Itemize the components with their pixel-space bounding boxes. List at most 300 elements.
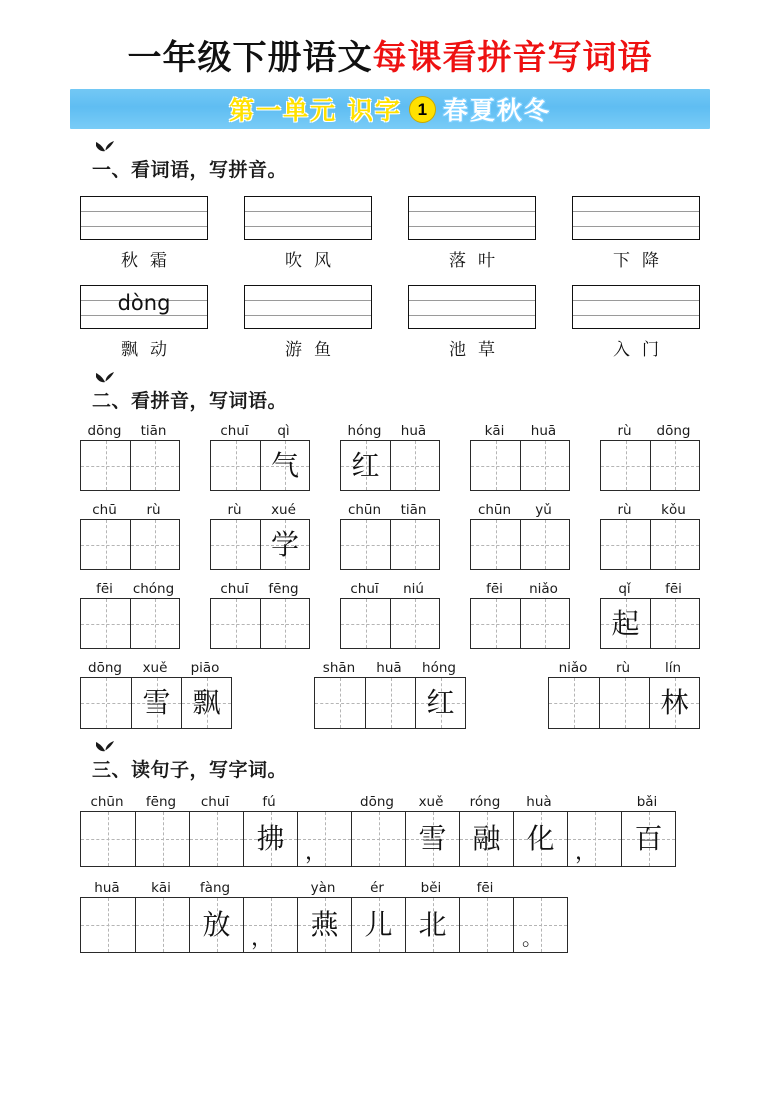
tianzige-cell[interactable]: [81, 599, 130, 648]
tianzige-cell[interactable]: [130, 520, 179, 569]
pinyin-hint: huā: [94, 880, 120, 896]
tianzige-cell[interactable]: [135, 812, 189, 866]
tianzige-cell[interactable]: [135, 898, 189, 952]
word-group: [80, 423, 180, 491]
pinyin-hint: niǎo: [558, 660, 588, 676]
tianzige-cell[interactable]: [621, 812, 675, 866]
answer-character: 儿: [364, 908, 393, 941]
guide-line: [573, 226, 699, 227]
pinyin-hint: fēi: [665, 581, 682, 597]
pinyin-hint: [566, 794, 620, 810]
tianzige-group[interactable]: [80, 897, 568, 953]
pinyin-hint: hóng: [347, 423, 382, 439]
pinyin-item[interactable]: [408, 196, 536, 271]
pinyin-hint: xuě: [418, 794, 444, 810]
tianzige-cell[interactable]: [189, 812, 243, 866]
unit-banner: [70, 89, 710, 129]
tianzige-cell[interactable]: [520, 520, 569, 569]
tianzige-cell[interactable]: [649, 678, 699, 728]
pinyin-hint: kāi: [484, 423, 505, 439]
guide-line: [81, 211, 207, 212]
pinyin-item[interactable]: [80, 285, 208, 360]
tianzige-cell[interactable]: [243, 812, 297, 866]
pinyin-hint-row: [340, 581, 440, 597]
tianzige-group[interactable]: [548, 677, 700, 729]
tianzige-group[interactable]: [210, 598, 310, 649]
pinyin-hint-row: [600, 502, 700, 518]
pinyin-hint: [296, 794, 350, 810]
answer-character: [131, 599, 179, 648]
answer-character: [521, 441, 569, 490]
pinyin-item[interactable]: [572, 196, 700, 271]
guide-line: [573, 211, 699, 212]
answer-character: 飘: [192, 686, 221, 719]
answer-character: 雪: [142, 686, 171, 719]
pinyin-hint: kāi: [151, 880, 171, 896]
pinyin-hint-row: [80, 502, 180, 518]
pinyin-hint: qǐ: [618, 581, 631, 597]
word-group: [600, 581, 700, 649]
pinyin-hint: chuī: [220, 581, 249, 597]
answer-character: [601, 520, 650, 569]
pinyin-hint: ér: [370, 880, 384, 896]
answer-character: [131, 441, 179, 490]
pinyin-hint: chuī: [220, 423, 249, 439]
pinyin-hint: chuī: [350, 581, 379, 597]
tianzige-cell[interactable]: [520, 599, 569, 648]
banner-lesson-title: 春夏秋冬: [442, 96, 551, 125]
tianzige-cell[interactable]: [341, 520, 390, 569]
pinyin-hint: chóng: [132, 581, 175, 597]
tianzige-cell[interactable]: [181, 678, 231, 728]
guide-line: [409, 211, 535, 212]
four-line-box[interactable]: [80, 196, 208, 240]
tianzige-cell[interactable]: [405, 898, 459, 952]
tianzige-group[interactable]: [340, 519, 440, 570]
sentence-row: [80, 880, 700, 953]
pinyin-hint: fēi: [96, 581, 113, 597]
pinyin-hint: chūn: [347, 502, 382, 518]
tianzige-cell[interactable]: [130, 441, 179, 490]
four-line-box[interactable]: [572, 285, 700, 329]
pinyin-hint: yǔ: [535, 502, 552, 518]
answer-character: 。: [522, 926, 542, 950]
answer-character: 放: [202, 908, 231, 941]
tianzige-cell[interactable]: [599, 678, 649, 728]
answer-character: 化: [526, 822, 555, 855]
tianzige-group[interactable]: [210, 440, 310, 491]
answer-character: [600, 678, 649, 728]
answer-character: [549, 678, 599, 728]
pinyin-hint: rù: [617, 502, 632, 518]
answer-character: [136, 812, 189, 866]
word-group: [340, 423, 440, 491]
pinyin-hint-row: [80, 581, 180, 597]
tianzige-cell[interactable]: [211, 441, 260, 490]
answer-character: 百: [634, 822, 663, 855]
section-2-heading-text: 二、看拼音，写词语。: [92, 390, 288, 412]
pinyin-hint: piāo: [190, 660, 220, 676]
answer-character: [341, 599, 390, 648]
tianzige-cell[interactable]: [549, 678, 599, 728]
guide-line: [573, 315, 699, 316]
banner-unit-text: 第一单元 识字: [229, 96, 402, 125]
pinyin-hint: fēi: [486, 581, 503, 597]
four-line-box[interactable]: [408, 285, 536, 329]
word-group: [340, 502, 440, 570]
word-group: [340, 581, 440, 649]
word-group: [470, 581, 570, 649]
word-group: [470, 502, 570, 570]
word-group: [548, 660, 700, 729]
answer-character: ，: [251, 926, 274, 951]
pinyin-hint: shān: [322, 660, 356, 676]
answer-character: [521, 520, 569, 569]
answer-character: [315, 678, 365, 728]
pinyin-hint: fàng: [199, 880, 231, 896]
word-label: 飘动: [121, 340, 179, 360]
answer-character: 融: [472, 822, 501, 855]
tianzige-group[interactable]: [314, 677, 466, 729]
pinyin-row: [80, 196, 700, 271]
pinyin-hint-row: [470, 581, 570, 597]
tianzige-cell[interactable]: [650, 520, 699, 569]
pinyin-hint-row: [314, 660, 466, 676]
word-label: 入门: [613, 340, 671, 360]
banner-lesson-number: 1: [409, 96, 436, 123]
answer-character: 气: [270, 448, 299, 482]
answer-character: [471, 599, 520, 648]
tianzige-group[interactable]: [470, 519, 570, 570]
tianzige-group[interactable]: [600, 598, 700, 649]
tianzige-cell[interactable]: [513, 898, 567, 952]
four-line-box[interactable]: [244, 196, 372, 240]
tianzige-cell[interactable]: [601, 520, 650, 569]
word-group: [600, 423, 700, 491]
answer-character: [81, 441, 130, 490]
tianzige-cell[interactable]: [650, 441, 699, 490]
leaf-icon: [94, 371, 116, 385]
pinyin-hint: fēi: [476, 880, 494, 896]
pinyin-hint: qì: [277, 423, 290, 439]
word-label: 落叶: [449, 251, 507, 271]
tianzige-cell[interactable]: [459, 812, 513, 866]
pinyin-hint-row: [80, 880, 568, 896]
answer-character: [651, 520, 699, 569]
pinyin-item[interactable]: [244, 285, 372, 360]
guide-line: [245, 226, 371, 227]
sentence-group: [80, 880, 568, 953]
answer-character: [211, 520, 260, 569]
answer-character: [471, 441, 520, 490]
tianzige-group[interactable]: [470, 598, 570, 649]
pinyin-hint-row: [470, 502, 570, 518]
tianzige-group[interactable]: [340, 440, 440, 491]
pinyin-hint: chū: [92, 502, 117, 518]
page-title: [0, 0, 780, 79]
tianzige-cell[interactable]: [341, 599, 390, 648]
answer-character: [471, 520, 520, 569]
pinyin-hint: yàn: [310, 880, 336, 896]
tianzige-cell[interactable]: [415, 678, 465, 728]
answer-character: 雪: [418, 822, 447, 855]
tianzige-cell[interactable]: [189, 898, 243, 952]
four-line-box[interactable]: [244, 285, 372, 329]
pinyin-hint: xuě: [142, 660, 168, 676]
tianzige-cell[interactable]: [81, 678, 131, 728]
tianzige-group[interactable]: [600, 440, 700, 491]
pinyin-hint: hóng: [422, 660, 456, 676]
pinyin-hint: bǎi: [636, 794, 658, 810]
word-group: [600, 502, 700, 570]
section-3-body: [0, 794, 780, 953]
answer-character: [391, 441, 439, 490]
pinyin-hint: niú: [403, 581, 424, 597]
answer-character: 燕: [310, 908, 339, 941]
tianzige-group[interactable]: [470, 440, 570, 491]
answer-character: [651, 441, 699, 490]
pinyin-hint-row: [340, 502, 440, 518]
sentence-row: [80, 794, 700, 867]
pinyin-hint-row: [470, 423, 570, 439]
leaf-icon: [94, 140, 116, 154]
answer-character: [391, 520, 439, 569]
pinyin-hint-row: [600, 423, 700, 439]
tianzige-cell[interactable]: [513, 812, 567, 866]
pinyin-hint-row: [80, 660, 232, 676]
pinyin-item[interactable]: [408, 285, 536, 360]
tianzige-cell[interactable]: [459, 898, 513, 952]
pinyin-hint: huà: [526, 794, 552, 810]
tianzige-row: [80, 660, 700, 729]
word-group: [80, 660, 232, 729]
answer-character: [81, 812, 135, 866]
answer-character: [81, 898, 135, 952]
tianzige-cell[interactable]: [471, 599, 520, 648]
tianzige-cell[interactable]: [260, 599, 309, 648]
pinyin-hint-row: [80, 794, 676, 810]
word-group: [210, 423, 310, 491]
tianzige-cell[interactable]: [315, 678, 365, 728]
tianzige-cell[interactable]: [650, 599, 699, 648]
answer-character: 红: [351, 448, 380, 482]
pinyin-hint: xué: [271, 502, 296, 518]
guide-line: [245, 300, 371, 301]
pinyin-hint: [512, 880, 566, 896]
tianzige-cell[interactable]: [351, 812, 405, 866]
tianzige-cell[interactable]: [260, 441, 309, 490]
answer-character: [211, 599, 260, 648]
answer-character: [460, 898, 513, 952]
tianzige-row: [80, 423, 700, 491]
tianzige-cell[interactable]: [81, 898, 135, 952]
answer-character: [341, 520, 390, 569]
four-line-box[interactable]: [80, 285, 208, 329]
pinyin-hint: chūn: [90, 794, 124, 810]
word-group: [210, 581, 310, 649]
tianzige-cell[interactable]: [211, 599, 260, 648]
pinyin-hint: dōng: [87, 423, 122, 439]
answer-character: 拂: [256, 822, 285, 855]
pinyin-hint-row: [210, 581, 310, 597]
word-label: 秋霜: [121, 251, 179, 271]
pinyin-hint-row: [210, 502, 310, 518]
tianzige-cell[interactable]: [297, 812, 351, 866]
tianzige-cell[interactable]: [130, 599, 179, 648]
section-1-heading: [92, 155, 780, 182]
sentence-group: [80, 794, 676, 867]
answer-character: [521, 599, 569, 648]
pinyin-hint-row: [80, 423, 180, 439]
answer-character: [190, 812, 243, 866]
answer-character: [391, 599, 439, 648]
answer-character: 学: [270, 527, 299, 561]
answer-character: [651, 599, 699, 648]
guide-line: [409, 315, 535, 316]
tianzige-group[interactable]: [80, 598, 180, 649]
pinyin-hint: róng: [469, 794, 501, 810]
pinyin-hint: tiān: [140, 423, 167, 439]
pinyin-answer: dòng: [117, 291, 171, 315]
word-label: 吹风: [285, 251, 343, 271]
pinyin-hint: dōng: [656, 423, 691, 439]
answer-character: [211, 441, 260, 490]
section-2-heading: [92, 386, 780, 413]
word-label: 游鱼: [285, 340, 343, 360]
word-group: [314, 660, 466, 729]
tianzige-cell[interactable]: [601, 441, 650, 490]
pinyin-item[interactable]: [572, 285, 700, 360]
word-label: 池草: [449, 340, 507, 360]
pinyin-hint: fēng: [268, 581, 299, 597]
answer-character: [366, 678, 415, 728]
guide-line: [81, 226, 207, 227]
tianzige-group[interactable]: [340, 598, 440, 649]
pinyin-item[interactable]: [244, 196, 372, 271]
section-2-body: [0, 423, 780, 729]
tianzige-cell[interactable]: [567, 812, 621, 866]
tianzige-cell[interactable]: [390, 599, 439, 648]
word-group: [210, 502, 310, 570]
tianzige-cell[interactable]: [131, 678, 181, 728]
word-group: [470, 423, 570, 491]
pinyin-hint: tiān: [400, 502, 427, 518]
answer-character: [81, 520, 130, 569]
pinyin-hint: rù: [615, 660, 631, 676]
tianzige-cell[interactable]: [243, 898, 297, 952]
tianzige-cell[interactable]: [341, 441, 390, 490]
answer-character: [601, 441, 650, 490]
section-3-heading: [92, 755, 780, 782]
four-line-box[interactable]: [408, 196, 536, 240]
answer-character: [352, 812, 405, 866]
answer-character: [131, 520, 179, 569]
pinyin-hint-row: [600, 581, 700, 597]
answer-character: 起: [611, 606, 640, 640]
title-black-part: 一年级下册语文: [127, 38, 373, 78]
tianzige-cell[interactable]: [81, 441, 130, 490]
guide-line: [245, 315, 371, 316]
tianzige-cell[interactable]: [390, 520, 439, 569]
tianzige-cell[interactable]: [520, 441, 569, 490]
answer-character: [136, 898, 189, 952]
pinyin-hint: fēng: [145, 794, 177, 810]
guide-line: [573, 300, 699, 301]
answer-character: 林: [660, 686, 689, 719]
pinyin-hint: niǎo: [529, 581, 558, 597]
tianzige-group[interactable]: [80, 519, 180, 570]
tianzige-cell[interactable]: [351, 898, 405, 952]
tianzige-group[interactable]: [80, 440, 180, 491]
tianzige-cell[interactable]: [211, 520, 260, 569]
tianzige-row: [80, 581, 700, 649]
title-red-part: 每课看拼音写词语: [372, 38, 653, 78]
tianzige-cell[interactable]: [390, 441, 439, 490]
word-label: 下降: [613, 251, 671, 271]
answer-character: [261, 599, 309, 648]
pinyin-hint: dōng: [88, 660, 122, 676]
tianzige-cell[interactable]: [81, 812, 135, 866]
pinyin-hint: běi: [420, 880, 442, 896]
tianzige-cell[interactable]: [601, 599, 650, 648]
pinyin-hint: rù: [146, 502, 161, 518]
pinyin-item[interactable]: [80, 196, 208, 271]
word-group: [80, 581, 180, 649]
pinyin-hint: dōng: [360, 794, 394, 810]
section-1-heading-text: 一、看词语，写拼音。: [92, 159, 288, 181]
pinyin-hint-row: [340, 423, 440, 439]
pinyin-hint: chūn: [477, 502, 512, 518]
four-line-box[interactable]: [572, 196, 700, 240]
pinyin-hint: [242, 880, 296, 896]
section-3-heading-text: 三、读句子，写字词。: [92, 759, 288, 781]
answer-character: ，: [575, 840, 598, 865]
answer-character: 北: [418, 908, 447, 941]
tianzige-cell[interactable]: [365, 678, 415, 728]
tianzige-cell[interactable]: [81, 520, 130, 569]
leaf-icon: [94, 740, 116, 754]
tianzige-cell[interactable]: [405, 812, 459, 866]
pinyin-hint: rù: [617, 423, 632, 439]
pinyin-hint-row: [548, 660, 700, 676]
pinyin-hint: huā: [400, 423, 427, 439]
answer-character: 红: [426, 686, 455, 719]
tianzige-group[interactable]: [80, 811, 676, 867]
answer-character: ，: [305, 840, 328, 865]
pinyin-hint: huā: [376, 660, 402, 676]
tianzige-row: [80, 502, 700, 570]
tianzige-cell[interactable]: [260, 520, 309, 569]
tianzige-cell[interactable]: [471, 520, 520, 569]
pinyin-hint: lín: [664, 660, 682, 676]
guide-line: [409, 300, 535, 301]
section-1-body: [0, 196, 780, 360]
pinyin-hint: kǒu: [661, 502, 686, 518]
tianzige-group[interactable]: [210, 519, 310, 570]
pinyin-hint: chuī: [200, 794, 230, 810]
tianzige-group[interactable]: [80, 677, 232, 729]
pinyin-row: [80, 285, 700, 360]
answer-character: [81, 599, 130, 648]
pinyin-hint-row: [210, 423, 310, 439]
guide-line: [409, 226, 535, 227]
pinyin-hint: rù: [227, 502, 242, 518]
tianzige-cell[interactable]: [297, 898, 351, 952]
tianzige-group[interactable]: [600, 519, 700, 570]
tianzige-cell[interactable]: [471, 441, 520, 490]
answer-character: [81, 678, 131, 728]
guide-line: [245, 211, 371, 212]
